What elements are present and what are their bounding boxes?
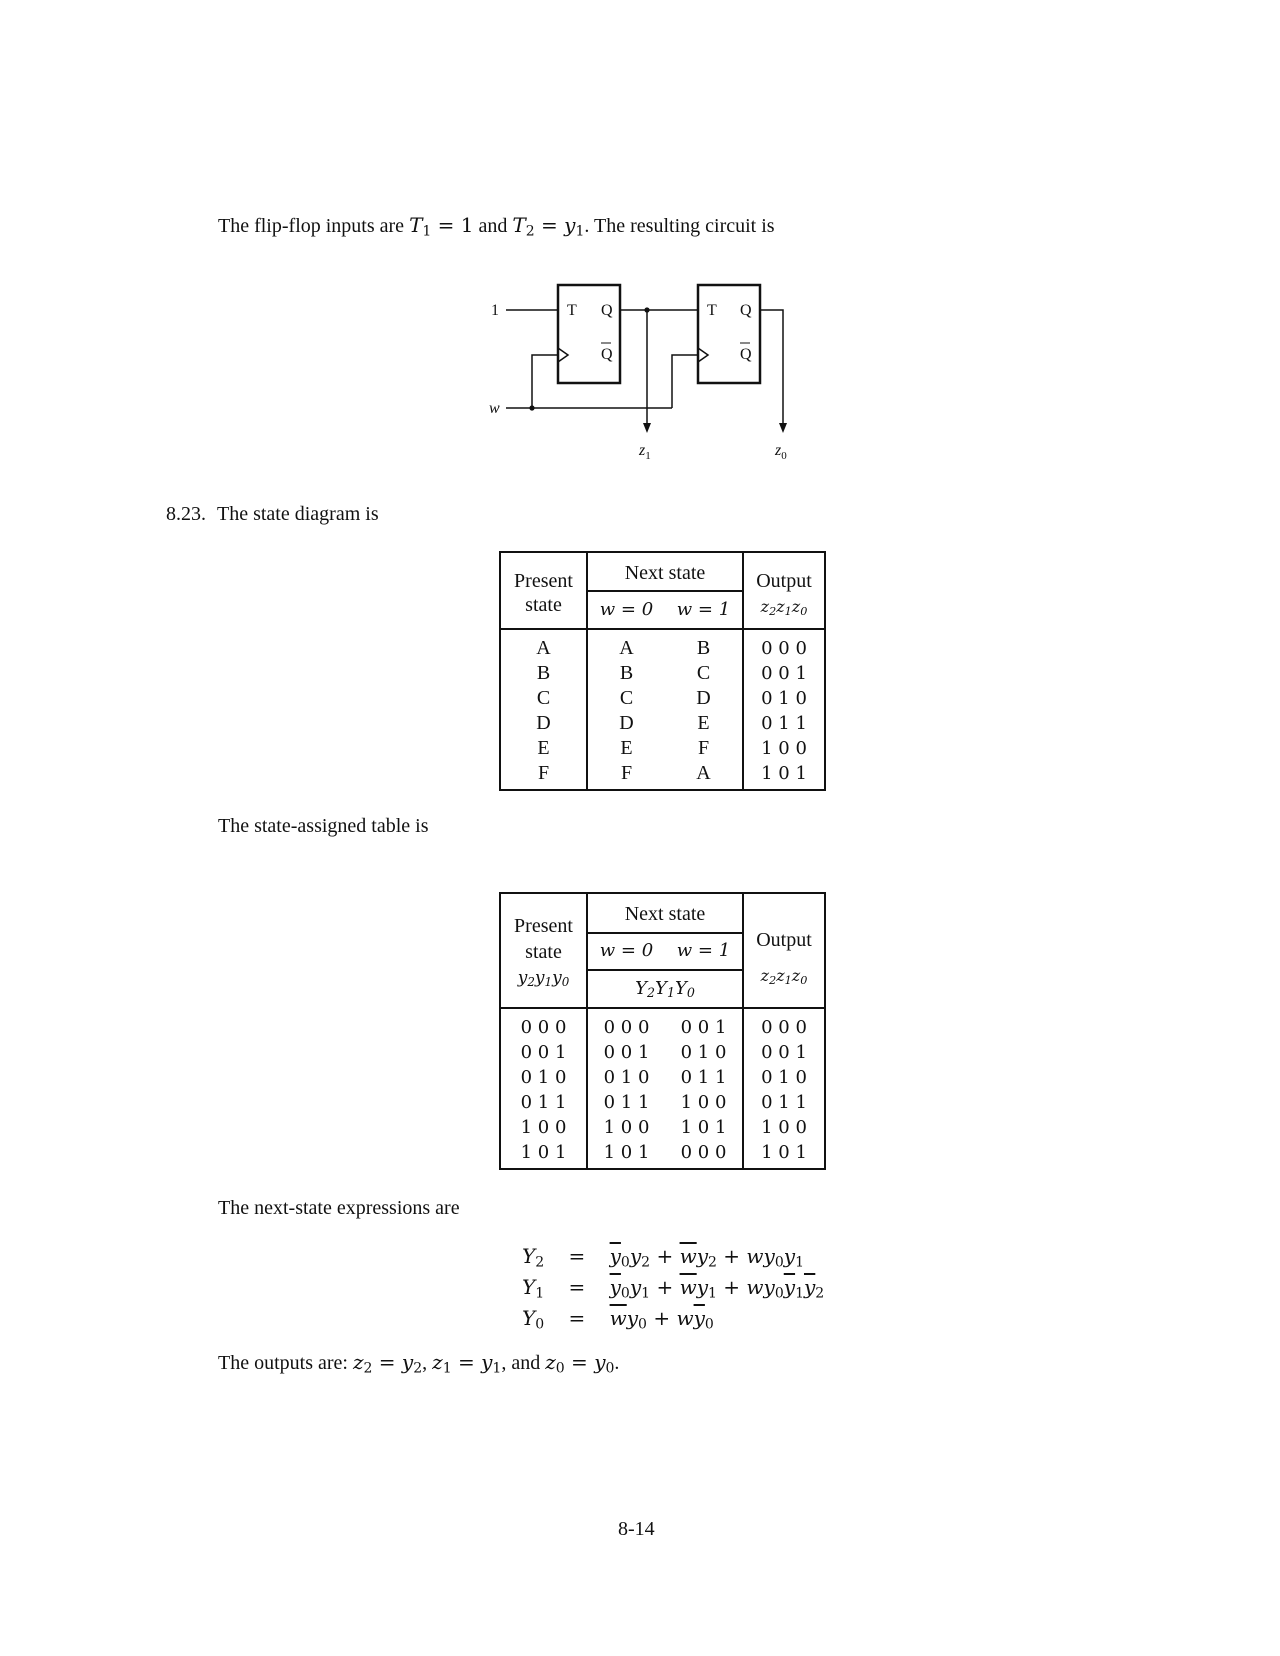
flip-flop-2 xyxy=(698,285,760,383)
present-state-header: Present state xyxy=(514,570,573,616)
equation-rhs: $\overline{w}y_0 + w\overline{y}_0$ xyxy=(609,1306,714,1333)
equation-y0: $Y_0 = \overline{w}y_0 + w\overline{y}_0$ xyxy=(522,1306,714,1333)
w0-header: w = 0 xyxy=(599,599,654,620)
flip-flop-1 xyxy=(558,285,620,383)
z0-output-label: $z_0$ xyxy=(775,442,787,462)
assigned-next-w1-column: 0 0 1 0 1 0 0 1 1 1 0 0 1 0 1 0 0 0 xyxy=(680,1017,727,1163)
ff2-qbar-label: Q xyxy=(740,346,752,363)
z1-output-label: $z_1$ xyxy=(639,442,651,462)
output-vars-header: $z_2z_1z_0$ xyxy=(760,597,808,618)
expressions-caption: The next-state expressions are xyxy=(218,1197,460,1219)
state-table xyxy=(499,551,826,791)
present-state-column: A B C D E F xyxy=(536,637,551,784)
assigned-output-column: 0 0 0 0 0 1 0 1 0 0 1 1 1 0 0 1 0 1 xyxy=(761,1017,807,1163)
w1-header: w = 1 xyxy=(676,599,731,620)
input-one-label: 1 xyxy=(491,302,499,319)
intro-paragraph: The flip-flop inputs are $T_1 = 1$ and $T_2 = y_1$. The resulting circuit is xyxy=(218,213,775,240)
outputs-paragraph: The outputs are: $z_2 = y_2$, $z_1 = y_1$, and $z_0 = y_0$. xyxy=(218,1350,620,1377)
ff2-t-label: T xyxy=(707,302,717,319)
assigned-next-vars-header: $Y_2Y_1Y_0$ xyxy=(635,978,695,1001)
assigned-present-state-header: Present state $y_2y_1y_0$ xyxy=(514,915,573,989)
assigned-next-w0-column: 0 0 0 0 0 1 0 1 0 0 1 1 1 0 0 1 0 1 xyxy=(603,1017,650,1163)
ff2-q-label: Q xyxy=(740,302,752,319)
assigned-table-caption: The state-assigned table is xyxy=(218,815,429,837)
next-w0-column: A B C D E F xyxy=(619,637,634,784)
section-heading xyxy=(166,503,379,526)
z0-arrow-icon xyxy=(779,423,787,433)
ff1-qbar-label: Q xyxy=(601,346,613,363)
input-w-label: w xyxy=(489,400,500,417)
equation-lhs: $Y_2$ xyxy=(522,1244,545,1271)
section-title: The state diagram is xyxy=(217,503,379,525)
assigned-output-header: Output xyxy=(756,929,812,951)
assigned-next-state-header: Next state xyxy=(624,903,706,925)
assigned-present-column: 0 0 0 0 0 1 0 1 0 0 1 1 1 0 0 1 0 1 xyxy=(520,1017,567,1163)
equation-lhs: $Y_0$ xyxy=(522,1306,545,1333)
next-state-header: Next state xyxy=(624,562,706,584)
assigned-output-vars-header: $z_2z_1z_0$ xyxy=(760,966,808,987)
assigned-w1-header: w = 1 xyxy=(676,940,731,961)
ff1-t-label: T xyxy=(567,302,577,319)
page-number: 8-14 xyxy=(618,1518,655,1540)
equation-y2: $Y_2 = \overline{y}_0y_2 + \overline{w}y_2 + wy_0y_1$ xyxy=(522,1244,804,1271)
ff1-q-label: Q xyxy=(601,302,613,319)
equation-y1: $Y_1 = \overline{y}_0y_1 + \overline{w}y_1 + wy_0\overline{y}_1\overline{y}_2$ xyxy=(522,1275,825,1302)
equation-lhs: $Y_1$ xyxy=(522,1275,545,1302)
assigned-w0-header: w = 0 xyxy=(599,940,654,961)
equation-rhs: $\overline{y}_0y_1 + \overline{w}y_1 + wy_0\overline{y}_1\overline{y}_2$ xyxy=(609,1275,825,1302)
next-w1-column: B C D E F A xyxy=(696,637,711,784)
z1-arrow-icon xyxy=(643,423,651,433)
equation-rhs: $\overline{y}_0y_2 + \overline{w}y_2 + wy_0y_1$ xyxy=(609,1244,804,1271)
output-header: Output xyxy=(756,570,812,592)
output-column: 0 0 0 0 0 1 0 1 0 0 1 1 1 0 0 1 0 1 xyxy=(761,638,807,784)
circuit-diagram xyxy=(470,275,820,475)
state-assigned-table xyxy=(499,892,826,1170)
section-number: 8.23. xyxy=(166,503,206,525)
